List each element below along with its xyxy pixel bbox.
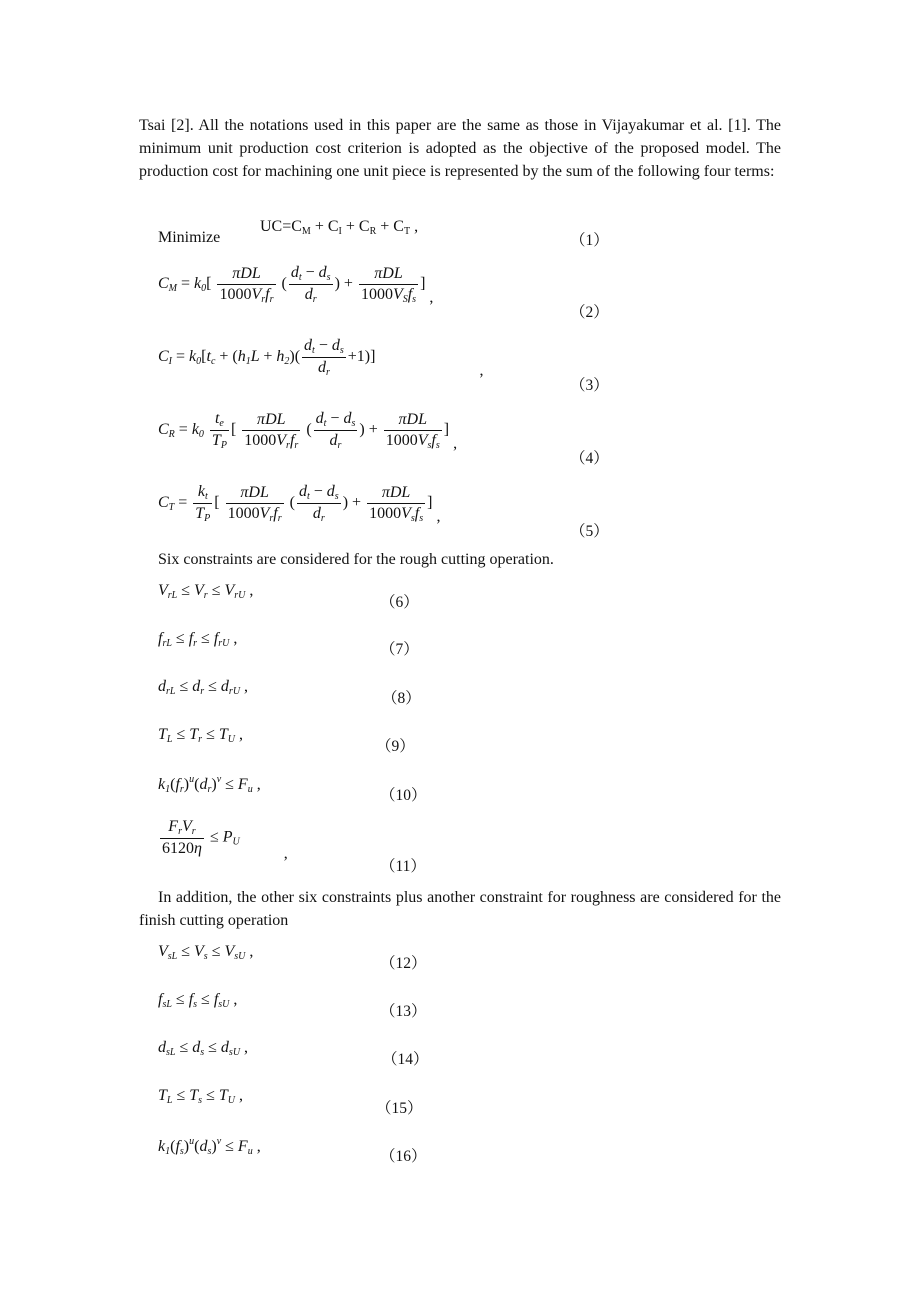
equation-number-7: （7） <box>380 641 419 658</box>
equation-number-10: （10） <box>380 787 427 804</box>
equation-number-8: （8） <box>382 690 421 707</box>
equation-2: $C_M = k_0$[ $\frac{\text{πDL}}{1000V_rf_r}$ ( $\frac{d_t - d_s}{d_r}$ ) + $\frac{\text{πDL}}{1000V_Sf_s}$ ] , <box>158 264 434 307</box>
rough-constraints-text: Six constraints are considered for the rough cutting operation. <box>158 551 554 568</box>
equation-number-3: （3） <box>570 377 609 394</box>
equation-14: $d_{sL} \le d_s \le d_{sU}$ , <box>158 1039 249 1058</box>
equation-15: $T_L \le T_s \le T_U$ , <box>158 1087 243 1106</box>
equation-11: $\frac{F_rV_r}{6120\eta}$ ≤ $P_U$ , <box>162 818 288 862</box>
equation-16: $k_1(f_s)^u(d_s)^v \le F_u$ , <box>158 1136 261 1157</box>
equation-4: $C_R = k_0$ $\frac{t_e}{T_P}$ [ $\frac{\text{πDL}}{1000V_rf_r}$ ( $\frac{d_t - d_s}{d_r}$ ) + $\frac{\text{πDL}}{1000V_sf_s}$ ] , <box>158 410 458 453</box>
equation-13: $f_{sL} \le f_s \le f_{sU}$ , <box>158 991 238 1010</box>
equation-12: $V_{sL} \le V_s \le V_{sU}$ , <box>158 943 254 962</box>
equation-7: $f_{rL} \le f_r \le f_{rU}$ , <box>158 630 238 649</box>
equation-number-9: （9） <box>376 738 415 755</box>
equation-5: $C_T$ = $\frac{k_t}{T_P}$ [ $\frac{\text{πDL}}{1000V_rf_r}$ ( $\frac{d_t - d_s}{d_r}$ ) + $\frac{\text{πDL}}{1000V_sf_s}$ ] , <box>158 483 441 526</box>
equation-number-4: （4） <box>570 450 609 467</box>
equation-6: $V_{rL} \le V_r \le V_{rU}$ , <box>158 582 254 601</box>
equation-number-16: （16） <box>380 1148 427 1165</box>
minimize-label: Minimize <box>158 229 221 246</box>
equation-8: $d_{rL} \le d_r \le d_{rU}$ , <box>158 678 249 697</box>
intro-paragraph: Tsai [2]. All the notations used in this paper are the same as those in Vijayakumar et al. [1]. The minimum unit production cost criterion is adopted as the objective of the proposed model. The production cost for machining one unit piece is represented by the sum of the following four terms: <box>139 117 781 180</box>
equation-9: $T_L \le T_r \le T_U$ , <box>158 726 243 745</box>
equation-number-5: （5） <box>570 523 609 540</box>
equation-number-15: （15） <box>376 1100 423 1117</box>
equation-3: $C_I = k_0[t_c + (h_1L + h_2)$( $\frac{d_t - d_s}{d_r}$ +1)] , <box>158 337 484 380</box>
finish-constraints-text: In addition, the other six constraints plus another constraint for roughness are considered for the finish cutting operation <box>139 889 781 929</box>
equation-number-11: （11） <box>380 858 426 875</box>
equation-number-1: （1） <box>570 232 609 249</box>
equation-10: $k_1(f_r)^u(d_r)^v \le F_u$ , <box>158 774 261 795</box>
equation-number-12: （12） <box>380 955 427 972</box>
equation-number-13: （13） <box>380 1003 427 1020</box>
equation-1: $UC=C_M + C_I + C_R + C_T$ , <box>260 218 419 237</box>
equation-number-2: （2） <box>570 304 609 321</box>
equation-number-6: （6） <box>380 594 419 611</box>
equation-number-14: （14） <box>382 1051 429 1068</box>
